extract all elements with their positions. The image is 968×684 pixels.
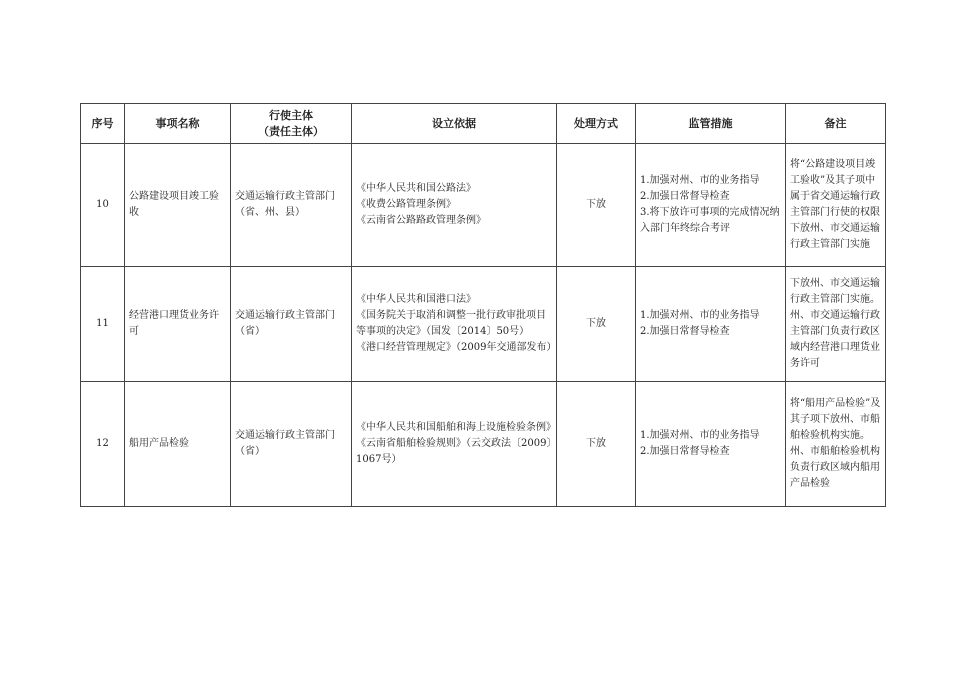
basis-item: 《国务院关于取消和调整一批行政审批项目等事项的决定》（国发〔2014〕50号） [356, 310, 546, 337]
row-supervision [636, 267, 786, 382]
header-note: 备注 [786, 104, 886, 144]
basis-item: 《中华人民共和国公路法》 [356, 183, 476, 194]
row-mode: 下放 [557, 144, 636, 267]
basis-item: 《云南省船舶检验规则》（云交政法〔2009〕1067号） [356, 438, 552, 465]
basis-item: 《中华人民共和国船舶和海上设施检验条例》 [356, 422, 556, 433]
supervision-item: 1.加强对州、市的业务指导 [640, 430, 760, 441]
row-no: 11 [81, 267, 125, 382]
matters-table [80, 103, 886, 507]
header-basis: 设立依据 [352, 104, 557, 144]
table-row [81, 267, 886, 382]
table-row [81, 382, 886, 507]
row-subject: 交通运输行政主管部门（省） [231, 382, 352, 507]
header-supervision: 监管措施 [636, 104, 786, 144]
row-basis [352, 382, 557, 507]
row-no: 10 [81, 144, 125, 267]
supervision-item: 2.加强日常督导检查 [640, 446, 730, 457]
header-mode: 处理方式 [557, 104, 636, 144]
basis-item: 《港口经营管理规定》（2009年交通部发布） [356, 342, 557, 353]
header-row [81, 104, 886, 144]
supervision-item: 3.将下放许可事项的完成情况纳入部门年终综合考评 [640, 207, 780, 234]
row-subject: 交通运输行政主管部门（省） [231, 267, 352, 382]
row-supervision [636, 144, 786, 267]
row-name: 公路建设项目竣工验收 [125, 144, 231, 267]
row-note: 将“船用产品检验”及其子项下放州、市船舶检验机构实施。州、市船舶检验机构负责行政区域内船用产品检验 [786, 382, 886, 507]
basis-item: 《中华人民共和国港口法》 [356, 294, 476, 305]
row-note: 下放州、市交通运输行政主管部门实施。州、市交通运输行政主管部门负责行政区域内经营港口理货业务许可 [786, 267, 886, 382]
header-name: 事项名称 [125, 104, 231, 144]
row-name: 经营港口理货业务许可 [125, 267, 231, 382]
supervision-item: 1.加强对州、市的业务指导 [640, 175, 760, 186]
row-note: 将“公路建设项目竣工验收”及其子项中属于省交通运输行政主管部门行使的权限下放州、市交通运输行政主管部门实施 [786, 144, 886, 267]
row-basis [352, 144, 557, 267]
header-subject [231, 104, 352, 144]
supervision-item: 1.加强对州、市的业务指导 [640, 310, 760, 321]
row-no: 12 [81, 382, 125, 507]
row-name: 船用产品检验 [125, 382, 231, 507]
basis-item: 《收费公路管理条例》 [356, 199, 456, 210]
row-supervision [636, 382, 786, 507]
table-row [81, 144, 886, 267]
row-mode: 下放 [557, 382, 636, 507]
basis-item: 《云南省公路路政管理条例》 [356, 215, 486, 226]
supervision-item: 2.加强日常督导检查 [640, 326, 730, 337]
header-subject-line2: （责任主体） [258, 124, 324, 138]
row-subject: 交通运输行政主管部门（省、州、县） [231, 144, 352, 267]
header-no: 序号 [81, 104, 125, 144]
row-basis [352, 267, 557, 382]
header-subject-line1: 行使主体 [269, 108, 313, 122]
row-mode: 下放 [557, 267, 636, 382]
supervision-item: 2.加强日常督导检查 [640, 191, 730, 202]
